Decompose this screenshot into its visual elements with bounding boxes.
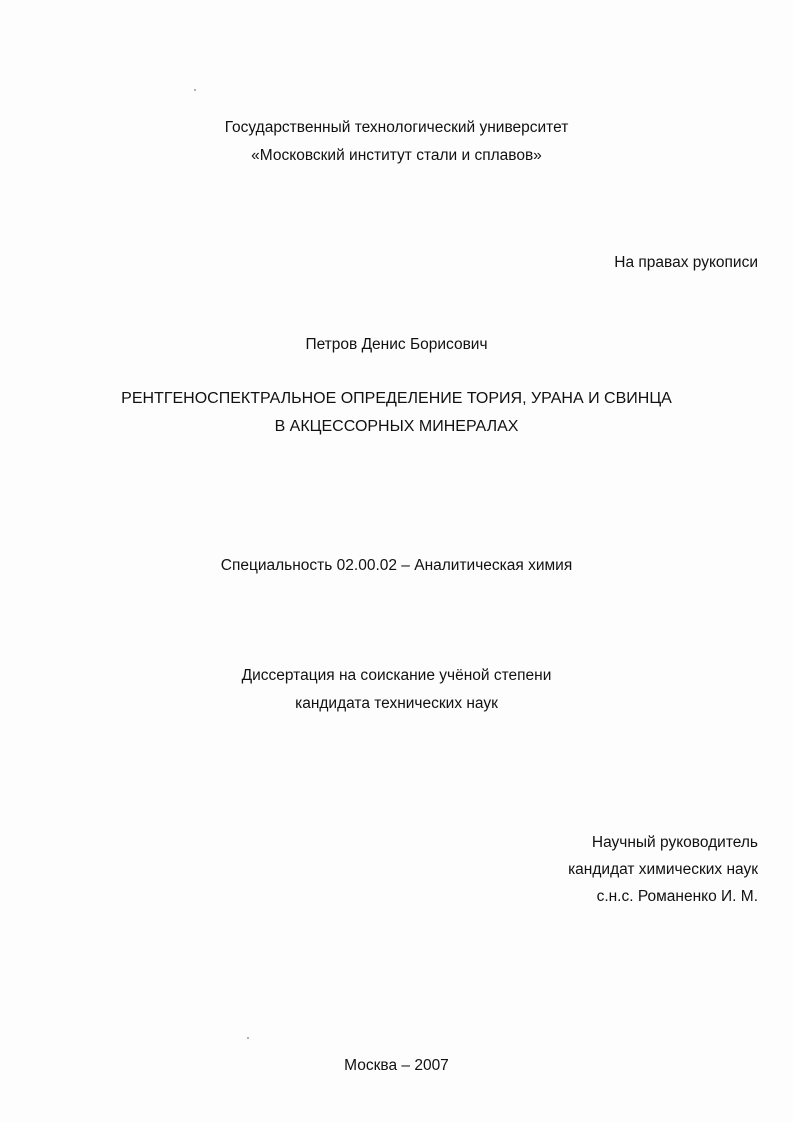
dissertation-title-line-1: РЕНТГЕНОСПЕКТРАЛЬНОЕ ОПРЕДЕЛЕНИЕ ТОРИЯ, УРАНА И СВИНЦА	[121, 390, 672, 407]
supervisor-line-2: кандидат химических наук	[568, 861, 758, 878]
degree-line-1: Диссертация на соискание учёной степени	[241, 667, 552, 684]
specialty: Специальность 02.00.02 – Аналитическая химия	[220, 557, 573, 574]
manuscript-note: На правах рукописи	[614, 254, 758, 271]
scan-speck	[194, 89, 196, 91]
university-line-2: «Московский институт стали и сплавов»	[251, 147, 542, 164]
supervisor-line-3: с.н.с. Романенко И. М.	[596, 888, 758, 905]
university-line-1: Государственный технологический университет	[224, 119, 569, 136]
degree-line-2: кандидата технических наук	[295, 695, 498, 712]
supervisor-line-1: Научный руководитель	[591, 834, 758, 851]
scan-speck	[247, 1037, 249, 1039]
author-name: Петров Денис Борисович	[305, 336, 488, 353]
dissertation-title-line-2: В АКЦЕССОРНЫХ МИНЕРАЛАХ	[274, 418, 519, 435]
place-and-year: Москва – 2007	[344, 1057, 449, 1074]
